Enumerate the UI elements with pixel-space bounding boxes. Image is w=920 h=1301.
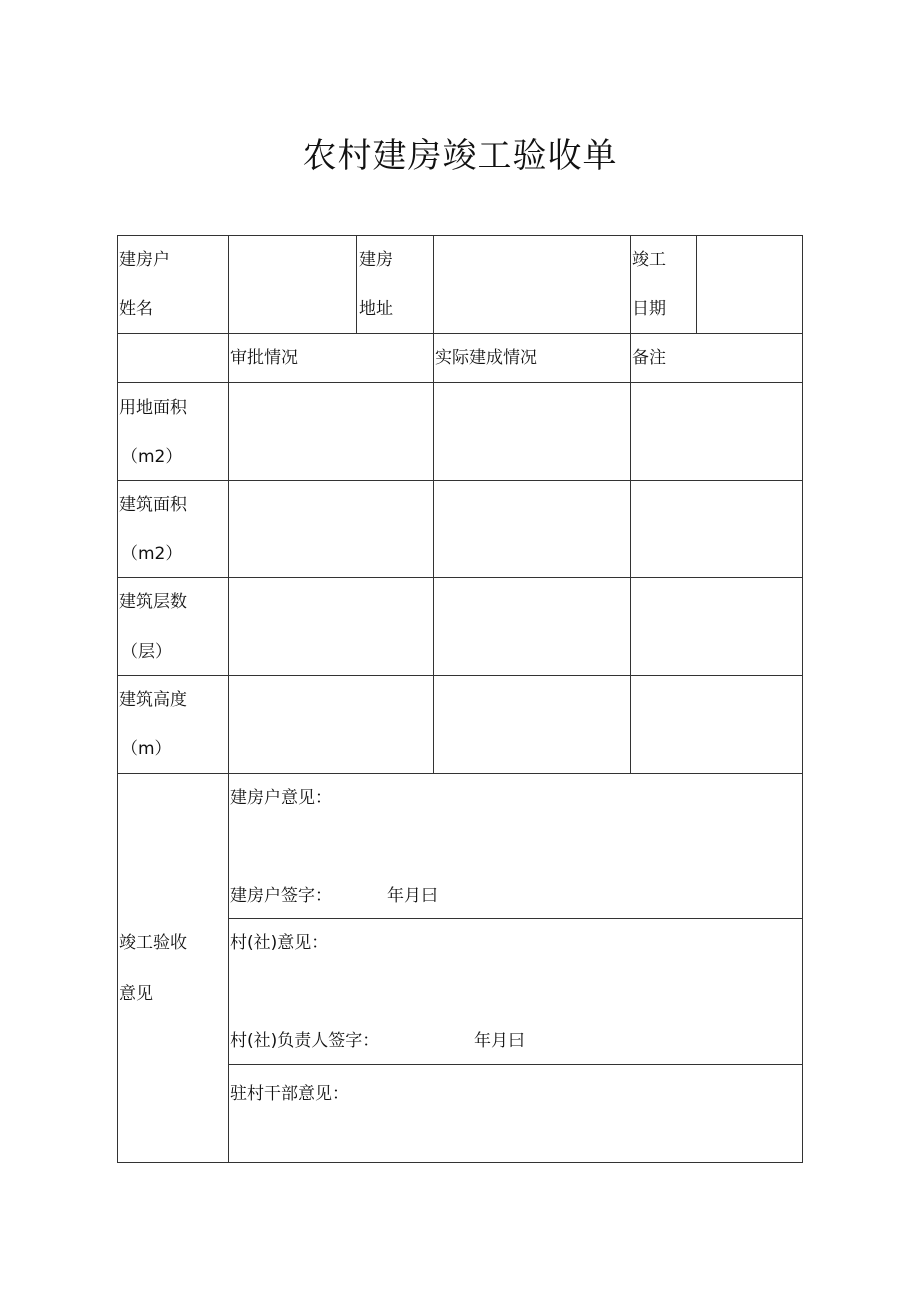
actual-cell[interactable] bbox=[437, 519, 625, 539]
grid-line bbox=[696, 235, 697, 333]
actual-cell[interactable] bbox=[437, 714, 625, 734]
grid-line bbox=[117, 773, 803, 774]
completion-date-label: 竣工 bbox=[632, 250, 666, 270]
grid-line bbox=[117, 235, 803, 236]
section-label: 竣工验收 bbox=[119, 933, 187, 953]
section-label: 意见 bbox=[119, 984, 153, 1004]
remarks-cell[interactable] bbox=[635, 519, 797, 539]
grid-line bbox=[802, 235, 803, 1163]
grid-line bbox=[117, 675, 803, 676]
remarks-cell[interactable] bbox=[635, 421, 797, 441]
grid-line bbox=[630, 235, 631, 773]
owner-opinion-label: 建房户意见： bbox=[230, 788, 332, 808]
address-field[interactable] bbox=[437, 275, 625, 295]
column-header-approval: 审批情况 bbox=[230, 348, 298, 368]
actual-cell[interactable] bbox=[437, 421, 625, 441]
address-label: 建房 bbox=[359, 250, 393, 270]
grid-line bbox=[433, 235, 434, 773]
remarks-cell[interactable] bbox=[635, 714, 797, 734]
owner-name-field[interactable] bbox=[233, 275, 351, 295]
approval-cell[interactable] bbox=[233, 714, 428, 734]
village-date-label: 年月曰 bbox=[474, 1031, 525, 1051]
grid-line bbox=[117, 577, 803, 578]
cadre-opinion-label: 驻村干部意见： bbox=[230, 1084, 349, 1104]
completion-date-label: 日期 bbox=[632, 299, 666, 319]
grid-line bbox=[117, 480, 803, 481]
address-label: 地址 bbox=[359, 299, 393, 319]
completion-date-field[interactable] bbox=[701, 275, 797, 295]
column-header-remarks: 备注 bbox=[632, 348, 666, 368]
grid-line bbox=[117, 333, 803, 334]
row-label-unit: （m） bbox=[121, 739, 172, 759]
approval-cell[interactable] bbox=[233, 421, 428, 441]
grid-line bbox=[228, 235, 229, 1163]
remarks-cell[interactable] bbox=[635, 616, 797, 636]
row-label-unit: （m2） bbox=[121, 544, 183, 564]
page-title: 农村建房竣工验收单 bbox=[302, 136, 618, 176]
owner-date-label: 年月曰 bbox=[387, 886, 438, 906]
row-label: 建筑面积 bbox=[119, 495, 187, 515]
owner-name-label: 建房户 bbox=[119, 250, 170, 270]
owner-signature-label: 建房户签字： bbox=[230, 886, 332, 906]
row-label-unit: （m2） bbox=[121, 447, 183, 467]
grid-line bbox=[228, 1064, 803, 1065]
grid-line bbox=[117, 1162, 803, 1163]
column-header-actual: 实际建成情况 bbox=[435, 348, 537, 368]
row-label: 建筑高度 bbox=[119, 690, 187, 710]
village-opinion-label: 村(社)意见： bbox=[230, 933, 329, 953]
grid-line bbox=[117, 382, 803, 383]
acceptance-form bbox=[117, 235, 803, 1163]
grid-line bbox=[356, 235, 357, 333]
approval-cell[interactable] bbox=[233, 519, 428, 539]
approval-cell[interactable] bbox=[233, 616, 428, 636]
row-label: 用地面积 bbox=[119, 398, 187, 418]
grid-line bbox=[228, 918, 803, 919]
row-label-unit: （层） bbox=[121, 642, 172, 662]
row-label: 建筑层数 bbox=[119, 592, 187, 612]
village-signature-label: 村(社)负责人签字： bbox=[230, 1031, 380, 1051]
actual-cell[interactable] bbox=[437, 616, 625, 636]
owner-name-label: 姓名 bbox=[119, 299, 153, 319]
grid-line bbox=[117, 235, 118, 1163]
